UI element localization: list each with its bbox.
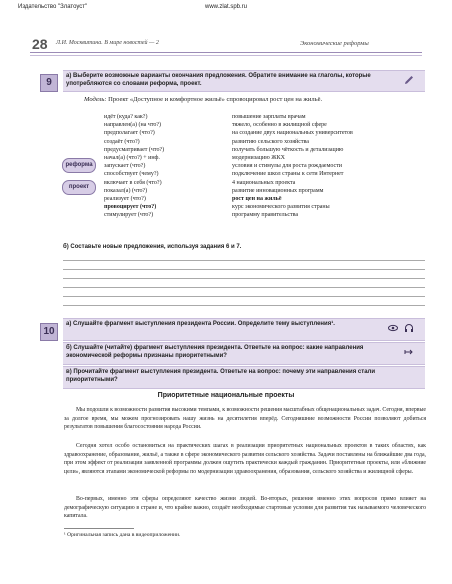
object-item: программу правительства — [232, 212, 299, 219]
headphones-icon[interactable] — [404, 323, 414, 333]
model-text: Проект «Доступное и комфортное жильё» спровоцировал рост цен на жильё. — [108, 96, 323, 103]
object-item: модернизацию ЖКХ — [232, 155, 285, 162]
pen-icon[interactable] — [404, 75, 414, 85]
page-number: 28 — [32, 36, 48, 52]
paragraph-3: Во-первых, именно эти сферы определяют качество жизни людей. Во-вторых, решение именно этих вопросов прямо влияет на демографическую ситуацию в стране и, что крайне важно, создаёт необходимые стартовые условия для развития так называемого человеческого капитала. — [64, 496, 426, 520]
task-10-c: в) Прочитайте фрагмент выступления президента. Ответьте на вопрос: почему эти направления стали приоритетными? — [66, 369, 376, 383]
object-item: курс экономического развития страны — [232, 204, 330, 211]
paragraph-1: Мы подошли к возможности развития высокими темпами, к возможности решения масштабных общенациональных задач. Сегодня, впервые за долгое время, мы можем прогнозировать нашу жизнь на десятилетия вперёд. Сегодняшние возможности России позволяют добиться результатов повышения благосостояния народа России. — [64, 407, 426, 431]
footnote: ¹ Оригинальная запись дана в видеоприложении. — [64, 532, 181, 538]
arrow-icon[interactable] — [404, 347, 414, 357]
object-item: условия и стимулы для роста рождаемости — [232, 163, 343, 170]
object-item: 4 национальных проекта — [232, 179, 296, 186]
publisher: Издательство "Златоуст" — [18, 4, 88, 10]
verb-item: стимулирует (что?) — [104, 212, 154, 219]
running-head: Л.И. Москвитина. В мире новостей — 2 — [56, 40, 159, 46]
pill-project: проект — [62, 180, 96, 195]
verb-column — [104, 113, 229, 220]
header-rule — [30, 52, 422, 53]
task-9-instruction: а) Выберите возможные варианты окончания предложения. Обратите внимание на глаголы, которые употребляются со словами реформа, проект. — [66, 73, 371, 87]
object-item: подключение школ страны к сети Интернет — [232, 171, 344, 178]
paragraph-2: Сегодня хотел особо остановиться на практических шагах в реализации приоритетных национальных проектов в таких областях, как здравоохранение, образование, жильё, а также в сфере экономического развития сельского хозяйства. Задачи поставлены на ближайшие два года, при этом эффект от реализации заявленной программы должен ощутить практически каждый гражданин. Приоритетные проекты, или «ближние цели», являются этапами экономической реформы по модернизации здравоохранения, образования, сельского хозяйства и жилищной сферы. — [64, 443, 426, 475]
task-10-b: б) Слушайте (читайте) фрагмент выступления президента. Ответьте на вопрос: какие направления экономической реформы признаны приоритетными? — [66, 345, 364, 359]
answer-line[interactable] — [63, 305, 425, 306]
verb-item: способствует (чему?) — [104, 171, 159, 178]
task-10-a: а) Слушайте фрагмент выступления президента России. Определите тему выступления¹. — [66, 321, 335, 327]
task-9-number: 9 — [40, 74, 58, 92]
text-title: Приоритетные национальные проекты — [157, 392, 295, 399]
verb-item: провоцирует (что?) — [104, 204, 157, 211]
task-10-number: 10 — [40, 323, 58, 341]
verb-item: предполагает (что?) — [104, 130, 155, 137]
object-item: тяжело, особенно в жилищной сфере — [232, 122, 327, 129]
answer-line[interactable] — [63, 278, 425, 279]
verb-item: начал(а) (что?) + инф. — [104, 155, 160, 162]
answer-line[interactable] — [63, 260, 425, 261]
task-9-part-b: б) Составьте новые предложения, используя задания 6 и 7. — [63, 244, 242, 250]
object-item: получать большую чёткость и детализацию — [232, 146, 344, 153]
model-label: Модель: — [84, 96, 107, 103]
header-rule-thin — [30, 55, 422, 56]
object-item: развитие инновационных программ — [232, 187, 324, 194]
object-item: рост цен на жильё — [232, 196, 282, 203]
verb-item: включает в себя (что?) — [104, 179, 162, 186]
answer-line[interactable] — [63, 269, 425, 270]
verb-item: запускает (что?) — [104, 163, 146, 170]
website: www.zlat.spb.ru — [205, 4, 248, 10]
answer-line[interactable] — [63, 296, 425, 297]
object-column — [232, 113, 427, 220]
object-item: на создание двух национальных университетов — [232, 130, 353, 137]
task-9-model — [84, 96, 322, 103]
answer-line[interactable] — [63, 287, 425, 288]
verb-item: направлен(а) (на что?) — [104, 122, 162, 129]
footnote-rule — [64, 528, 134, 529]
section-title: Экономические реформы — [300, 40, 369, 47]
eye-icon[interactable] — [388, 323, 398, 333]
verb-item: создаёт (что?) — [104, 138, 140, 145]
pill-reform: реформа — [62, 158, 96, 173]
verb-item: показал(а) (что?) — [104, 187, 148, 194]
object-item: развитию сельского хозяйства — [232, 138, 309, 145]
verb-item: реализует (что?) — [104, 196, 146, 203]
verb-item: идёт (куда? как?) — [104, 114, 148, 120]
page-header — [0, 36, 452, 58]
verb-item: предусматривает (что?) — [104, 146, 165, 153]
top-line — [0, 0, 452, 14]
object-item: повышение зарплаты врачам — [232, 114, 306, 120]
